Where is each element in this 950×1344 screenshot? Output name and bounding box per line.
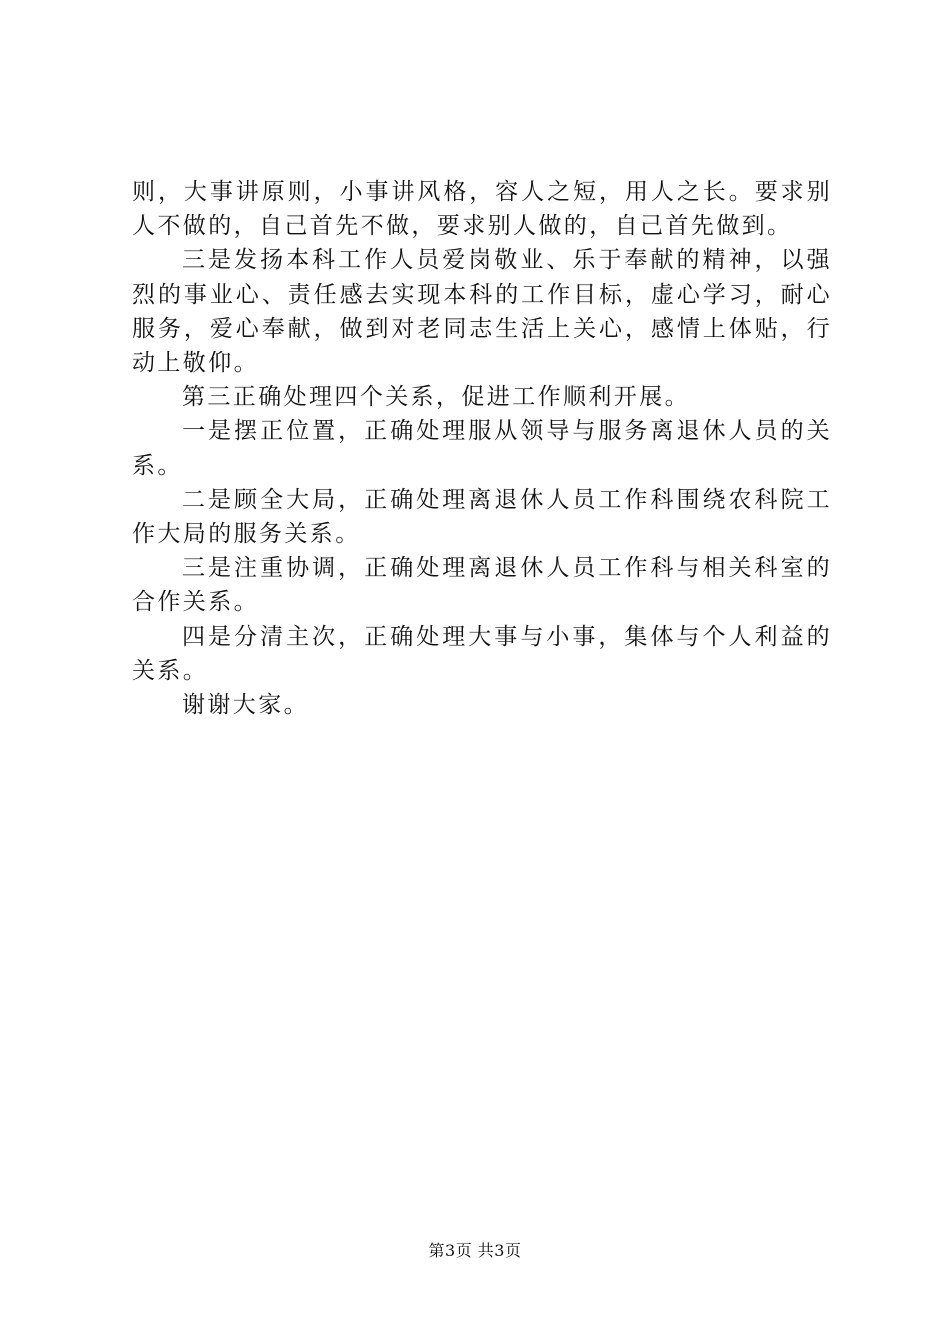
- paragraph-closing-thanks: 谢谢大家。: [182, 692, 309, 719]
- document-body: [132, 175, 832, 722]
- paragraph-relation-four: 四是分清主次，正确处理大事与小事，集体与个人利益的关系。: [132, 623, 832, 684]
- paragraph-relation-one: 一是摆正位置，正确处理服从领导与服务离退休人员的关系。: [132, 418, 832, 479]
- page-number-footer: 第3页 共3页: [428, 1241, 522, 1260]
- paragraph-relation-three: 三是注重协调，正确处理离退休人员工作科与相关科室的合作关系。: [132, 555, 832, 616]
- paragraph-point-three-spirit: 三是发扬本科工作人员爱岗敬业、乐于奉献的精神，以强烈的事业心、责任感去实现本科的工作目标，虚心学习，耐心服务，爱心奉献，做到对老同志生活上关心，感情上体贴，行动上敬仰。: [132, 247, 832, 377]
- paragraph-section-three-heading: 第三正确处理四个关系，促进工作顺利开展。: [182, 384, 690, 411]
- paragraph-continuation: 则，大事讲原则，小事讲风格，容人之短，用人之长。要求别人不做的，自己首先不做，要求别人做的，自己首先做到。: [132, 179, 832, 240]
- paragraph-relation-two: 二是顾全大局，正确处理离退休人员工作科围绕农科院工作大局的服务关系。: [132, 486, 832, 548]
